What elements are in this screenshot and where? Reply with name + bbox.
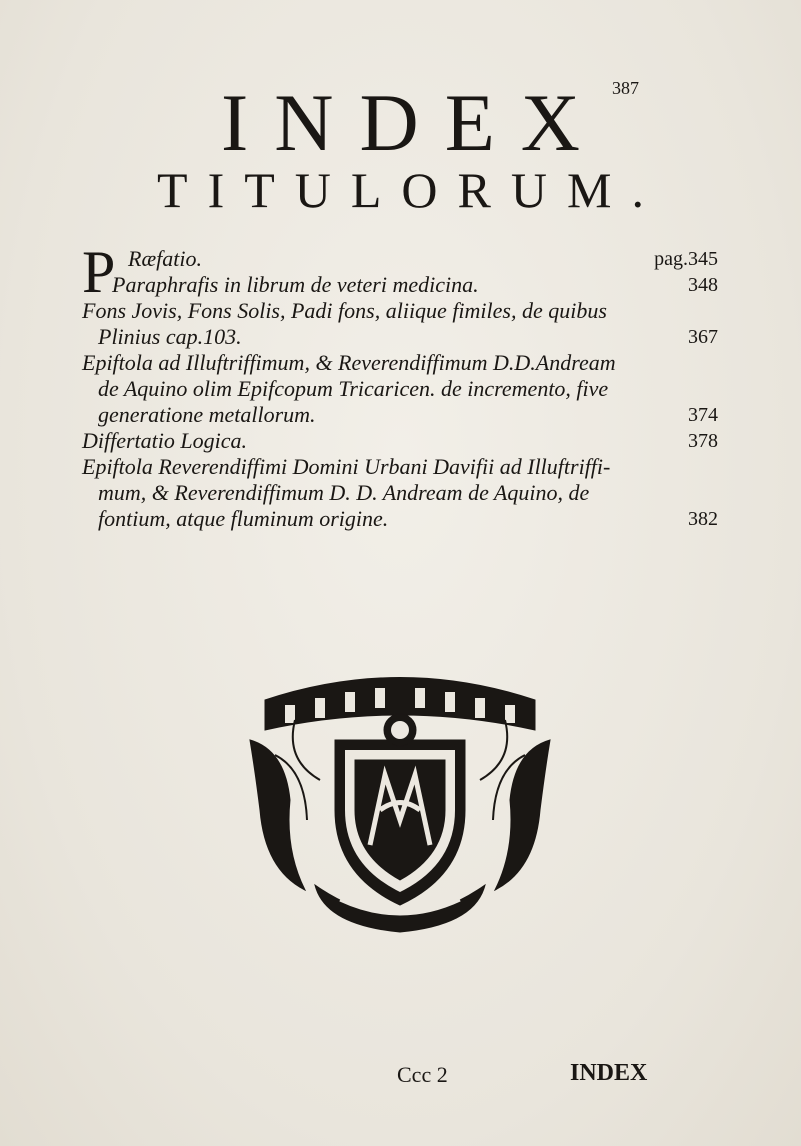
catchword: INDEX [570, 1060, 648, 1086]
entry-line: Plinius cap.103. [98, 324, 242, 349]
entry-line: Epiftola Reverendiffimi Domini Urbani Davifii ad Illuftriffi- [82, 454, 611, 479]
entry-line: Paraphrafis in librum de veteri medicina. [112, 272, 479, 297]
entry-line: Differtatio Logica. [82, 428, 247, 453]
entry-line: de Aquino olim Epifcopum Tricaricen. de incremento, five [98, 376, 609, 401]
drop-cap: P [82, 239, 116, 305]
index-entry [82, 454, 718, 532]
index-entry [82, 298, 718, 350]
index-entry [82, 246, 718, 272]
index-entries [82, 239, 718, 532]
entry-page-ref: 367 [688, 326, 718, 348]
index-entry [82, 428, 718, 454]
entry-line: generatione metallorum. [98, 402, 316, 427]
entry-page-ref: 382 [688, 508, 718, 530]
heading-titulorum: TITULORUM. [157, 162, 664, 218]
heading-index: INDEX [220, 77, 607, 168]
entry-line: Epiftola ad Illuftriffimum, & Reverendiffimum D.D.Andream [82, 350, 616, 375]
entry-page-ref: pag.345 [654, 248, 718, 270]
printers-ornament-icon [245, 660, 555, 935]
entry-page-ref: 378 [688, 430, 718, 452]
entry-line: Fons Jovis, Fons Solis, Padi fons, aliique fimiles, de quibus [82, 298, 607, 323]
entry-line: mum, & Reverendiffimum D. D. Andream de Aquino, de [98, 480, 590, 505]
entry-page-ref: 348 [688, 274, 718, 296]
page-number: 387 [612, 78, 639, 98]
entry-line: fontium, atque fluminum origine. [98, 506, 389, 531]
index-entry [82, 350, 718, 428]
entry-page-ref: 374 [688, 404, 718, 426]
entry-line: Ræfatio. [128, 246, 202, 271]
index-entry [82, 272, 718, 298]
signature-mark: Ccc 2 [397, 1062, 448, 1087]
